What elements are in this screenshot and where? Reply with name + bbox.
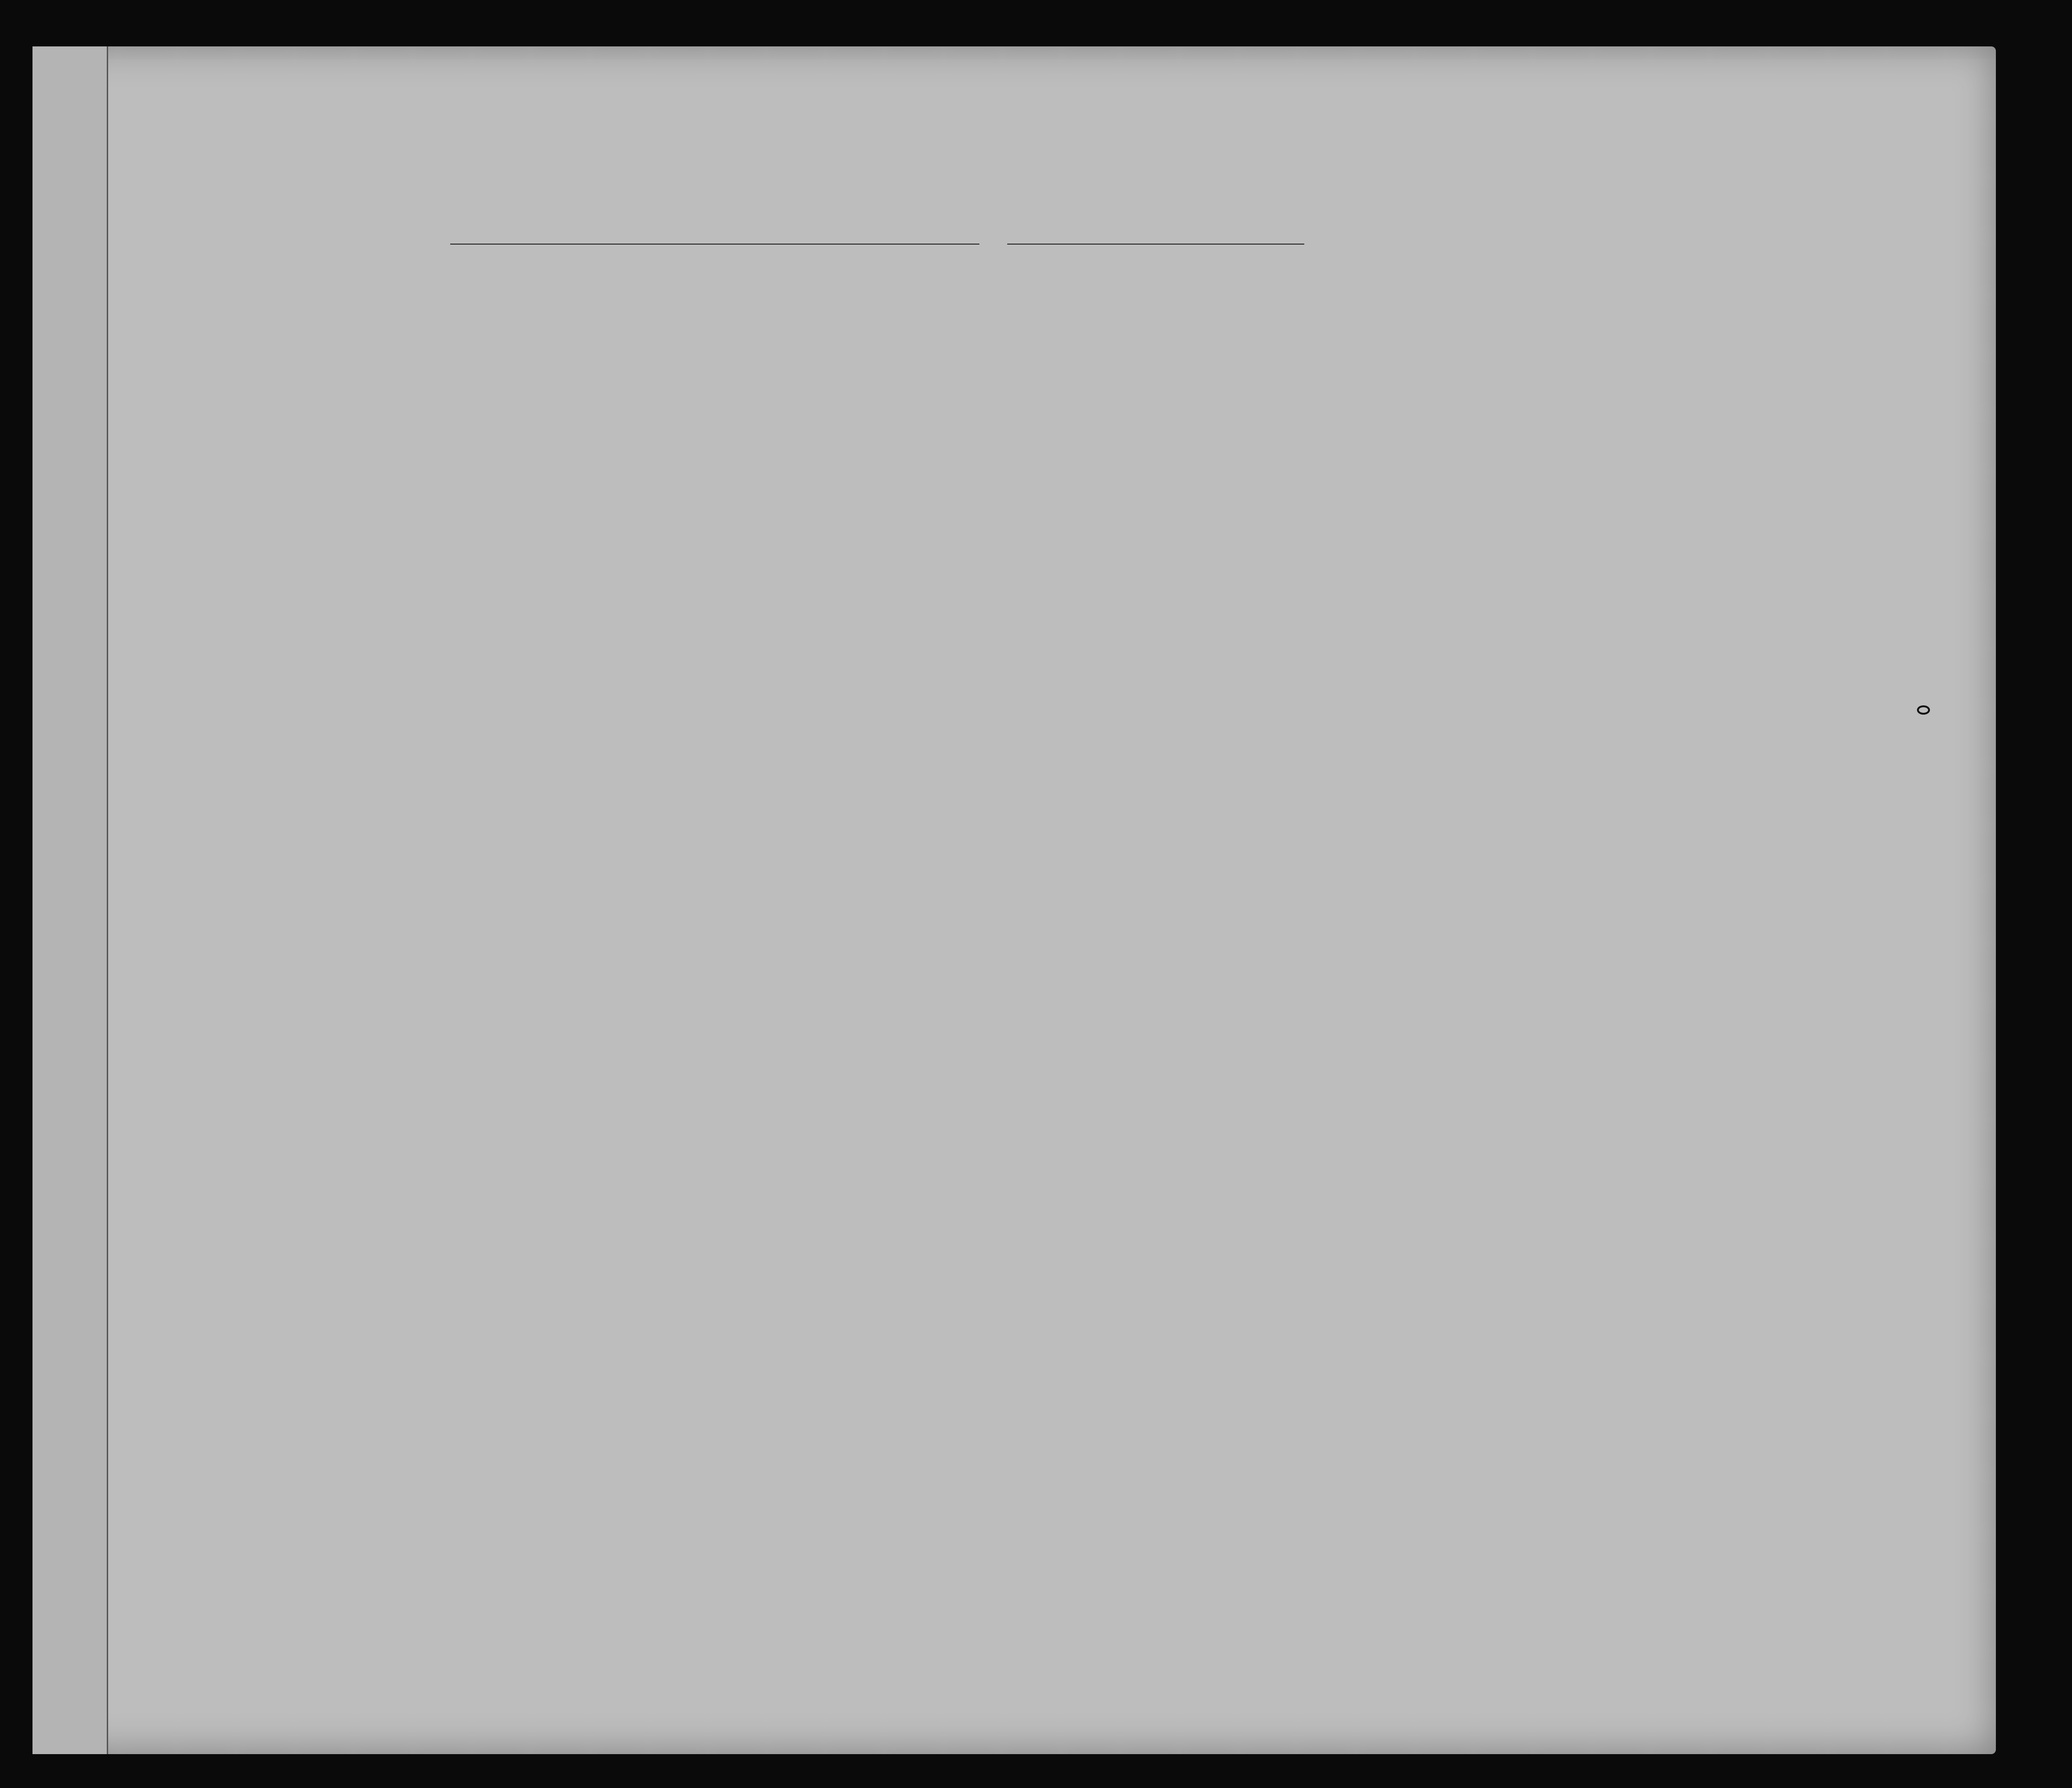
- stamp-circle: [1917, 705, 1930, 715]
- manifest-table: [32, 46, 1996, 1754]
- manifest-sheet: [32, 46, 1996, 1754]
